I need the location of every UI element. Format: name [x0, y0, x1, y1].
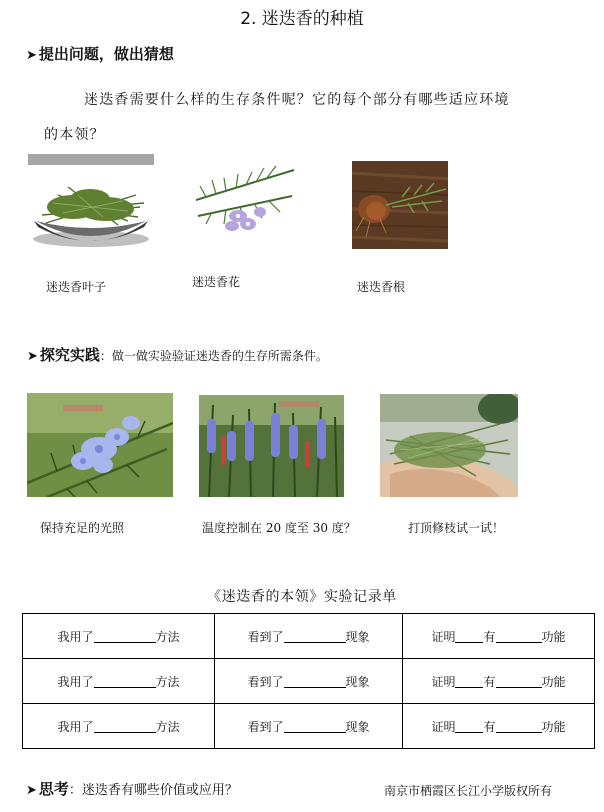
section-heading-think	[26, 778, 238, 799]
part-blank[interactable]	[455, 732, 483, 733]
method-blank[interactable]	[94, 687, 156, 688]
phenomenon-blank[interactable]	[284, 642, 346, 643]
phenomenon-blank[interactable]	[284, 687, 346, 688]
proof-label: 证明	[431, 719, 456, 734]
phenomenon-cell	[215, 614, 403, 659]
copyright-footer: 南京市栖霞区长江小学版权所有	[384, 784, 553, 798]
method-cell	[23, 614, 215, 659]
table-row	[23, 704, 595, 749]
section-heading-question	[26, 43, 174, 64]
part-blank[interactable]	[455, 687, 483, 688]
photo-caption-flower: 迷迭香花	[192, 275, 241, 289]
method-label: 我用了	[57, 674, 94, 689]
method-suffix: 方法	[155, 629, 180, 644]
method-blank[interactable]	[94, 642, 156, 643]
proof-label: 证明	[431, 629, 456, 644]
section1-heading-text: 提出问题，做出猜想	[38, 45, 174, 63]
arrow-bullet-icon: ➤	[27, 349, 38, 364]
table-row	[23, 659, 595, 704]
phenomenon-label: 看到了	[247, 674, 284, 689]
function-suffix: 功能	[541, 719, 566, 734]
function-suffix: 功能	[541, 674, 566, 689]
method-blank[interactable]	[94, 732, 156, 733]
phenomenon-suffix: 现象	[345, 719, 370, 734]
phenomenon-cell	[215, 704, 403, 749]
phenomenon-suffix: 现象	[345, 674, 370, 689]
has-label: 有	[483, 674, 496, 689]
method-label: 我用了	[57, 719, 94, 734]
has-label: 有	[483, 629, 496, 644]
record-sheet-title: 《迷迭香的本领》实验记录单	[207, 589, 397, 605]
phenomenon-blank[interactable]	[284, 732, 346, 733]
part-blank[interactable]	[455, 642, 483, 643]
method-cell	[23, 659, 215, 704]
rosemary-root-photo	[352, 161, 448, 249]
photo-caption-leaves: 迷迭香叶子	[46, 280, 107, 294]
section3-heading-text: 思考	[38, 780, 69, 798]
arrow-bullet-icon: ➤	[26, 783, 37, 798]
section2-heading-text: 探究实践	[39, 346, 100, 364]
arrow-bullet-icon: ➤	[26, 48, 37, 63]
phenomenon-cell	[215, 659, 403, 704]
phenomenon-suffix: 现象	[345, 629, 370, 644]
photo-caption-root: 迷迭香根	[357, 280, 406, 294]
proof-label: 证明	[431, 674, 456, 689]
method-suffix: 方法	[155, 674, 180, 689]
function-cell	[403, 659, 595, 704]
method-suffix: 方法	[155, 719, 180, 734]
function-suffix: 功能	[541, 629, 566, 644]
rosemary-flower-photo	[196, 160, 296, 240]
rosemary-temperature-photo	[199, 395, 344, 497]
section3-question: ：迷迭香有哪些价值或应用？	[68, 783, 238, 798]
record-table	[22, 613, 595, 749]
function-cell	[403, 614, 595, 659]
section-heading-practice	[27, 344, 328, 365]
rosemary-light-photo	[27, 393, 173, 497]
section2-description: ：做一做实验验证迷迭香的生存所需条件。	[99, 349, 328, 363]
function-blank[interactable]	[496, 642, 542, 643]
method-cell	[23, 704, 215, 749]
photo-caption-temperature: 温度控制在 20 度至 30 度？	[202, 521, 356, 535]
question-paragraph-line2: 的本领？	[44, 127, 105, 143]
rosemary-leaves-photo	[28, 165, 154, 251]
photo-caption-light: 保持充足的光照	[40, 521, 125, 535]
function-blank[interactable]	[496, 732, 542, 733]
page-title: 2. 迷迭香的种植	[240, 9, 364, 29]
function-cell	[403, 704, 595, 749]
photo-caption-pruning: 打顶修枝试一试！	[408, 521, 505, 535]
table-row	[23, 614, 595, 659]
method-label: 我用了	[57, 629, 94, 644]
function-blank[interactable]	[496, 687, 542, 688]
gray-band	[28, 154, 154, 165]
rosemary-pruning-photo	[380, 394, 518, 497]
phenomenon-label: 看到了	[247, 719, 284, 734]
has-label: 有	[483, 719, 496, 734]
question-paragraph-line1: 迷迭香需要什么样的生存条件呢？它的每个部分有哪些适应环境	[84, 92, 510, 108]
phenomenon-label: 看到了	[247, 629, 284, 644]
